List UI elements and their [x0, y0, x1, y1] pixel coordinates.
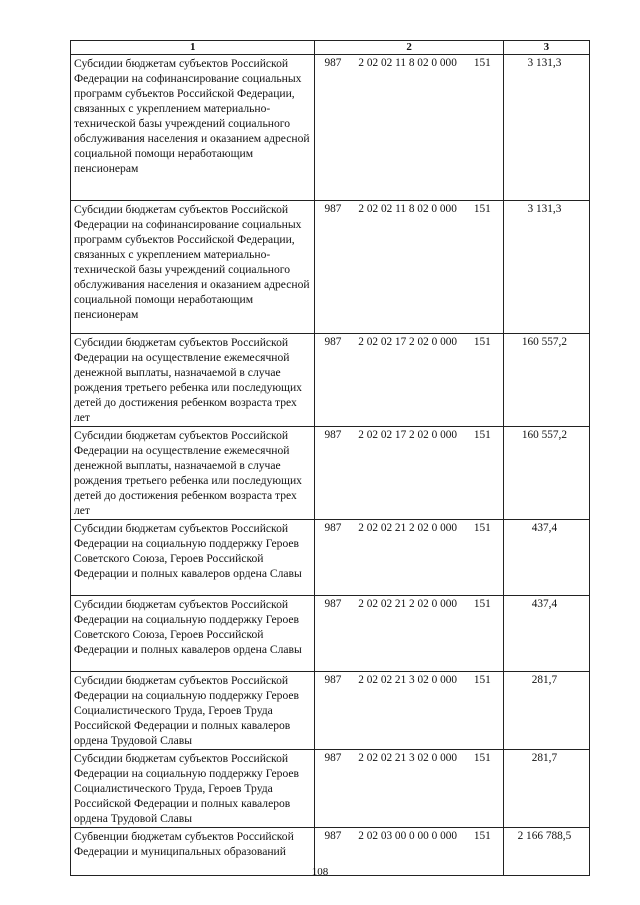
kosgu-code: 151 [473, 752, 491, 764]
table-row [71, 55, 590, 201]
admin-code: 987 [324, 752, 342, 764]
table-row [71, 672, 590, 750]
admin-code: 987 [324, 57, 342, 69]
budget-code: 2 02 02 11 8 02 0 000 [358, 57, 457, 69]
admin-code: 987 [324, 336, 342, 348]
row-amount: 281,7 [531, 674, 558, 686]
row-description: Субсидии бюджетам субъектов Российской Федерации на софинансирование социальных программ субъектов Российской Федерации, связанных с укреплением материально-технической базы учреждений социального обслуживания населения и оказанием адресной социальной помощи неработающим пенсионерам [74, 203, 310, 321]
row-amount: 437,4 [531, 522, 558, 534]
kosgu-code: 151 [473, 522, 491, 534]
row-codes [315, 828, 502, 844]
budget-table [70, 40, 590, 876]
admin-code: 987 [324, 203, 342, 215]
admin-code: 987 [324, 522, 342, 534]
budget-code: 2 02 02 17 2 02 0 000 [358, 336, 458, 348]
row-description: Субсидии бюджетам субъектов Российской Федерации на софинансирование социальных программ субъектов Российской Федерации, связанных с укреплением материально-технической базы учреждений социального обслуживания населения и оказанием адресной социальной помощи неработающим пенсионерам [74, 57, 310, 175]
row-description: Субсидии бюджетам субъектов Российской Федерации на социальную поддержку Героев Советского Союза, Героев Российской Федерации и полных кавалеров ордена Славы [74, 522, 302, 580]
budget-code: 2 02 02 11 8 02 0 000 [358, 203, 457, 215]
table-row [71, 750, 590, 828]
kosgu-code: 151 [473, 830, 491, 842]
table-header-row [71, 41, 590, 55]
column-header-1: 1 [71, 41, 315, 55]
row-codes [315, 596, 502, 612]
admin-code: 987 [324, 830, 342, 842]
row-amount: 2 166 788,5 [517, 830, 572, 842]
kosgu-code: 151 [473, 57, 491, 69]
admin-code: 987 [324, 429, 342, 441]
table-row [71, 520, 590, 596]
budget-code: 2 02 03 00 0 00 0 000 [358, 830, 458, 842]
table-row [71, 334, 590, 427]
row-amount: 160 557,2 [521, 429, 567, 441]
budget-code: 2 02 02 21 2 02 0 000 [358, 522, 458, 534]
admin-code: 987 [324, 674, 342, 686]
budget-code: 2 02 02 21 2 02 0 000 [358, 598, 458, 610]
row-codes [315, 672, 502, 688]
row-amount: 281,7 [531, 752, 558, 764]
row-description: Субсидии бюджетам субъектов Российской Федерации на социальную поддержку Героев Социалистического Труда, Героев Труда Российской Федерации и полных кавалеров ордена Трудовой Славы [74, 752, 300, 825]
row-description: Субвенции бюджетам субъектов Российской Федерации и муниципальных образований [74, 830, 294, 858]
row-description: Субсидии бюджетам субъектов Российской Федерации на социальную поддержку Героев Советского Союза, Героев Российской Федерации и полных кавалеров ордена Славы [74, 598, 302, 656]
row-codes [315, 55, 502, 71]
row-codes [315, 334, 502, 350]
table-row [71, 201, 590, 334]
row-codes [315, 520, 502, 536]
table-row [71, 427, 590, 520]
row-amount: 3 131,3 [527, 203, 562, 215]
budget-code: 2 02 02 17 2 02 0 000 [358, 429, 458, 441]
row-codes [315, 201, 502, 217]
row-amount: 437,4 [531, 598, 558, 610]
kosgu-code: 151 [473, 336, 491, 348]
table-row [71, 596, 590, 672]
kosgu-code: 151 [473, 203, 491, 215]
row-codes [315, 750, 502, 766]
admin-code: 987 [324, 598, 342, 610]
row-description: Субсидии бюджетам субъектов Российской Федерации на осуществление ежемесячной денежной выплаты, назначаемой в случае рождения третьего ребенка или последующих детей до достижения ребенком возраста трех лет [74, 429, 302, 517]
kosgu-code: 151 [473, 429, 491, 441]
row-codes [315, 427, 502, 443]
row-amount: 160 557,2 [521, 336, 567, 348]
row-description: Субсидии бюджетам субъектов Российской Федерации на социальную поддержку Героев Социалистического Труда, Героев Труда Российской Федерации и полных кавалеров ордена Трудовой Славы [74, 674, 300, 747]
column-header-2: 2 [315, 41, 503, 55]
page-number: 108 [311, 866, 329, 878]
kosgu-code: 151 [473, 674, 491, 686]
budget-code: 2 02 02 21 3 02 0 000 [358, 674, 458, 686]
column-header-3: 3 [503, 41, 589, 55]
row-description: Субсидии бюджетам субъектов Российской Федерации на осуществление ежемесячной денежной выплаты, назначаемой в случае рождения третьего ребенка или последующих детей до достижения ребенком возраста трех лет [74, 336, 302, 424]
kosgu-code: 151 [473, 598, 491, 610]
budget-code: 2 02 02 21 3 02 0 000 [358, 752, 458, 764]
row-amount: 3 131,3 [527, 57, 562, 69]
